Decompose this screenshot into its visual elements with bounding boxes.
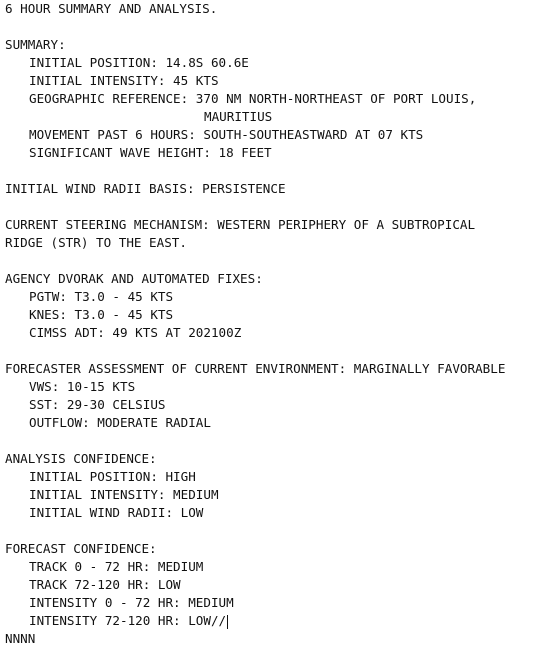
geographic-reference-line: GEOGRAPHIC REFERENCE: 370 NM NORTH-NORTHEAST OF PORT LOUIS, <box>29 91 477 106</box>
knes-fix-line: KNES: T3.0 - 45 KTS <box>29 307 174 322</box>
intensity-72-120-line: INTENSITY 72-120 HR: LOW// <box>29 613 227 628</box>
steering-line-1: CURRENT STEERING MECHANISM: WESTERN PERIPHERY OF A SUBTROPICAL <box>5 217 476 232</box>
text-cursor <box>227 615 228 629</box>
movement-line: MOVEMENT PAST 6 HOURS: SOUTH-SOUTHEASTWARD AT 07 KTS <box>29 127 424 142</box>
sst-line: SST: 29-30 CELSIUS <box>29 397 166 412</box>
blank-line <box>5 522 542 540</box>
analysis-confidence-heading: ANALYSIS CONFIDENCE: <box>5 451 157 466</box>
bulletin-header: 6 HOUR SUMMARY AND ANALYSIS. <box>5 1 218 16</box>
analysis-intensity-line: INITIAL INTENSITY: MEDIUM <box>29 487 219 502</box>
blank-line <box>5 198 542 216</box>
vws-line: VWS: 10-15 KTS <box>29 379 136 394</box>
intensity-0-72-line: INTENSITY 0 - 72 HR: MEDIUM <box>29 595 234 610</box>
analysis-position-line: INITIAL POSITION: HIGH <box>29 469 196 484</box>
outflow-line: OUTFLOW: MODERATE RADIAL <box>29 415 211 430</box>
analysis-wind-radii-line: INITIAL WIND RADII: LOW <box>29 505 204 520</box>
forecast-confidence-heading: FORECAST CONFIDENCE: <box>5 541 157 556</box>
cimss-adt-line: CIMSS ADT: 49 KTS AT 202100Z <box>29 325 242 340</box>
blank-line <box>5 432 542 450</box>
track-0-72-line: TRACK 0 - 72 HR: MEDIUM <box>29 559 204 574</box>
summary-heading: SUMMARY: <box>5 37 66 52</box>
initial-intensity-line: INITIAL INTENSITY: 45 KTS <box>29 73 219 88</box>
steering-line-2: RIDGE (STR) TO THE EAST. <box>5 235 187 250</box>
blank-line <box>5 342 542 360</box>
geographic-reference-continuation: MAURITIUS <box>204 109 273 124</box>
blank-line <box>5 162 542 180</box>
blank-line <box>5 252 542 270</box>
wind-radii-basis-line: INITIAL WIND RADII BASIS: PERSISTENCE <box>5 181 286 196</box>
initial-position-line: INITIAL POSITION: 14.8S 60.6E <box>29 55 249 70</box>
dvorak-heading: AGENCY DVORAK AND AUTOMATED FIXES: <box>5 271 263 286</box>
intensity-72-120-row <box>5 612 542 630</box>
wave-height-line: SIGNIFICANT WAVE HEIGHT: 18 FEET <box>29 145 272 160</box>
bulletin-footer: NNNN <box>5 631 36 646</box>
pgtw-fix-line: PGTW: T3.0 - 45 KTS <box>29 289 174 304</box>
bulletin-text[interactable] <box>5 0 542 648</box>
blank-line <box>5 18 542 36</box>
track-72-120-line: TRACK 72-120 HR: LOW <box>29 577 181 592</box>
environment-heading: FORECASTER ASSESSMENT OF CURRENT ENVIRONMENT: MARGINALLY FAVORABLE <box>5 361 506 376</box>
